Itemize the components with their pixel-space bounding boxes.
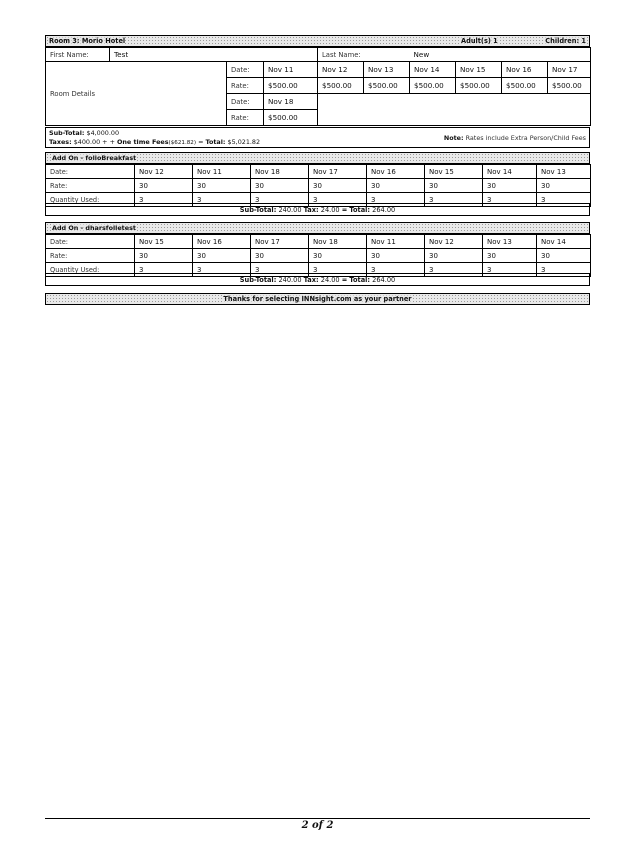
addon-qty-cell: 3 bbox=[309, 193, 367, 207]
date-cell: Nov 12 bbox=[318, 62, 364, 78]
addon-header bbox=[45, 152, 590, 164]
children-count: Children: 1 bbox=[545, 37, 586, 45]
addon-qty-cell: 3 bbox=[537, 263, 591, 277]
taxes-value: $400.00 + + bbox=[73, 138, 117, 146]
rate-cell: $500.00 bbox=[364, 78, 410, 94]
addon-qty-cell: 3 bbox=[367, 193, 425, 207]
addon-total-label: Total: bbox=[349, 206, 371, 214]
addon-tax-label: Tax: bbox=[303, 276, 319, 284]
fees-label: One time Fees bbox=[116, 138, 169, 146]
addon-header bbox=[45, 222, 590, 234]
taxes-line bbox=[49, 138, 260, 146]
addon-date-cell: Nov 15 bbox=[425, 165, 483, 179]
addon-qty-cell: 3 bbox=[309, 263, 367, 277]
rate-cell: $500.00 bbox=[318, 78, 364, 94]
date-cell: Nov 13 bbox=[364, 62, 410, 78]
addon-rate-cell: 30 bbox=[483, 179, 537, 193]
addon-date-cell: Nov 13 bbox=[537, 165, 591, 179]
room-details-table bbox=[45, 47, 591, 126]
addon-qty-cell: 3 bbox=[425, 263, 483, 277]
addon-qty-cell: 3 bbox=[251, 263, 309, 277]
total-value: $5,021.82 bbox=[227, 138, 261, 146]
addon-qty-cell: 3 bbox=[537, 193, 591, 207]
addon-date-cell: Nov 16 bbox=[193, 235, 251, 249]
rate-label: Rate: bbox=[227, 110, 264, 126]
addon-date-cell: Nov 14 bbox=[483, 165, 537, 179]
addon-rate-label: Rate: bbox=[46, 249, 135, 263]
addon-qty-cell: 3 bbox=[251, 193, 309, 207]
addon-title: Add On - folioBreakfast bbox=[52, 154, 137, 162]
taxes-label: Taxes: bbox=[49, 138, 72, 146]
addon-tax: 24.00 bbox=[320, 276, 340, 284]
room-title: Room 3: Morio Hotel bbox=[49, 37, 126, 45]
addon-equals: = bbox=[341, 276, 348, 284]
fees-value: ($621.82) bbox=[168, 140, 197, 146]
thanks-text: Thanks for selecting INNsight.com as your partner bbox=[223, 295, 412, 303]
page-number: 2 of 2 bbox=[301, 820, 334, 831]
addon-equals: = bbox=[341, 206, 348, 214]
last-name-value: New bbox=[410, 48, 591, 62]
first-name-value: Test bbox=[110, 48, 318, 62]
addon-rate-cell: 30 bbox=[251, 249, 309, 263]
total-label: Total: bbox=[205, 138, 226, 146]
addon-total-label: Total: bbox=[349, 276, 371, 284]
addon-date-cell: Nov 16 bbox=[367, 165, 425, 179]
addon-date-cell: Nov 11 bbox=[367, 235, 425, 249]
addon-date-cell: Nov 11 bbox=[193, 165, 251, 179]
addon-qty-cell: 3 bbox=[483, 263, 537, 277]
addon-date-cell: Nov 14 bbox=[537, 235, 591, 249]
addon-qty-label: Quantity Used: bbox=[46, 263, 135, 277]
addon-date-cell: Nov 13 bbox=[483, 235, 537, 249]
addon-rate-cell: 30 bbox=[193, 179, 251, 193]
addon-tax: 24.00 bbox=[320, 206, 340, 214]
first-name-label: First Name: bbox=[46, 48, 110, 62]
addon-total: 264.00 bbox=[372, 276, 396, 284]
adults-count: Adult(s) 1 bbox=[461, 37, 498, 45]
equals-sign: = bbox=[196, 138, 206, 146]
addon-rate-cell: 30 bbox=[425, 249, 483, 263]
addon-date-cell: Nov 12 bbox=[425, 235, 483, 249]
note-line bbox=[444, 134, 586, 142]
addon-rate-cell: 30 bbox=[309, 249, 367, 263]
addon-rate-cell: 30 bbox=[425, 179, 483, 193]
addon-subtotal-label: Sub-Total: bbox=[239, 276, 277, 284]
empty-cell bbox=[318, 94, 591, 126]
thanks-bar bbox=[45, 293, 590, 305]
subtotal-value: $4,000.00 bbox=[86, 129, 120, 137]
subtotal-label: Sub-Total: bbox=[49, 129, 85, 137]
addon-rate-cell: 30 bbox=[309, 179, 367, 193]
rate-cell: $500.00 bbox=[548, 78, 591, 94]
date-cell: Nov 17 bbox=[548, 62, 591, 78]
addon-total: 264.00 bbox=[372, 206, 396, 214]
addon-totals bbox=[45, 203, 590, 216]
addon-date-label: Date: bbox=[46, 235, 135, 249]
addon-rate-cell: 30 bbox=[367, 249, 425, 263]
addon-rate-cell: 30 bbox=[135, 249, 193, 263]
addon-subtotal: 240.00 bbox=[278, 206, 302, 214]
date-cell: Nov 11 bbox=[264, 62, 318, 78]
rate-cell: $500.00 bbox=[264, 110, 318, 126]
addon-rate-cell: 30 bbox=[135, 179, 193, 193]
rate-label: Rate: bbox=[227, 78, 264, 94]
addon-rate-label: Rate: bbox=[46, 179, 135, 193]
addon-rate-cell: 30 bbox=[537, 249, 591, 263]
addon-table bbox=[45, 234, 591, 277]
addon-qty-cell: 3 bbox=[193, 193, 251, 207]
last-name-label: Last Name: bbox=[318, 48, 410, 62]
footer-divider bbox=[45, 818, 590, 819]
room-header-bar bbox=[45, 35, 590, 47]
addon-date-cell: Nov 12 bbox=[135, 165, 193, 179]
addon-date-cell: Nov 17 bbox=[309, 165, 367, 179]
room-details-label: Room Details bbox=[46, 62, 227, 126]
addon-qty-cell: 3 bbox=[135, 263, 193, 277]
rate-cell: $500.00 bbox=[502, 78, 548, 94]
addon-qty-cell: 3 bbox=[367, 263, 425, 277]
room-summary bbox=[45, 127, 590, 148]
addon-date-cell: Nov 17 bbox=[251, 235, 309, 249]
addon-subtotal-label: Sub-Total: bbox=[239, 206, 277, 214]
addon-rate-cell: 30 bbox=[537, 179, 591, 193]
addon-qty-cell: 3 bbox=[425, 193, 483, 207]
addon-qty-cell: 3 bbox=[193, 263, 251, 277]
addon-date-cell: Nov 18 bbox=[251, 165, 309, 179]
addon-date-cell: Nov 15 bbox=[135, 235, 193, 249]
addon-qty-label: Quantity Used: bbox=[46, 193, 135, 207]
note-label: Note: bbox=[443, 134, 464, 142]
rate-cell: $500.00 bbox=[264, 78, 318, 94]
date-cell: Nov 14 bbox=[410, 62, 456, 78]
rate-cell: $500.00 bbox=[410, 78, 456, 94]
subtotal-line bbox=[49, 129, 119, 137]
rate-cell: $500.00 bbox=[456, 78, 502, 94]
addon-totals bbox=[45, 273, 590, 286]
date-label: Date: bbox=[227, 94, 264, 110]
addon-qty-cell: 3 bbox=[483, 193, 537, 207]
addon-table bbox=[45, 164, 591, 207]
addon-rate-cell: 30 bbox=[251, 179, 309, 193]
note-text: Rates include Extra Person/Child Fees bbox=[465, 134, 586, 142]
addon-subtotal: 240.00 bbox=[278, 276, 302, 284]
addon-date-cell: Nov 18 bbox=[309, 235, 367, 249]
date-label: Date: bbox=[227, 62, 264, 78]
addon-date-label: Date: bbox=[46, 165, 135, 179]
addon-rate-cell: 30 bbox=[367, 179, 425, 193]
addon-qty-cell: 3 bbox=[135, 193, 193, 207]
addon-rate-cell: 30 bbox=[483, 249, 537, 263]
date-cell: Nov 16 bbox=[502, 62, 548, 78]
date-cell: Nov 15 bbox=[456, 62, 502, 78]
addon-tax-label: Tax: bbox=[303, 206, 319, 214]
addon-title: Add On - dharsfolletest bbox=[52, 224, 136, 232]
date-cell: Nov 18 bbox=[264, 94, 318, 110]
addon-rate-cell: 30 bbox=[193, 249, 251, 263]
